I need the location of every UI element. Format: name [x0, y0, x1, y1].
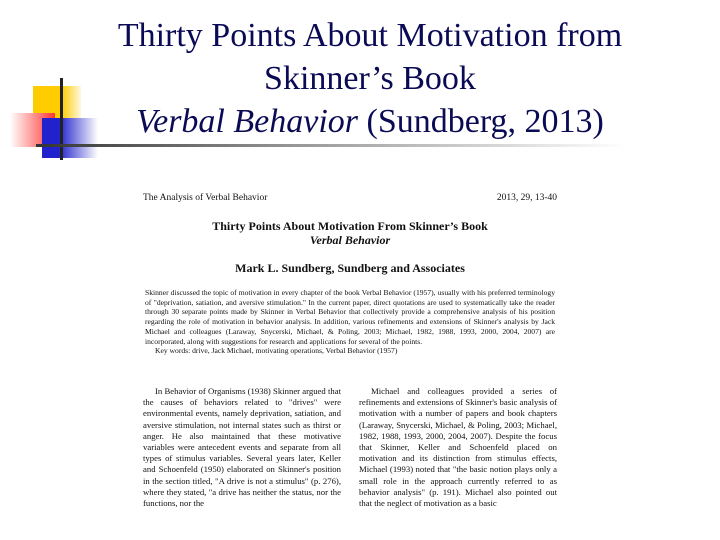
title-line-3: [90, 100, 650, 143]
paper-title: [143, 219, 557, 247]
abstract-text: Skinner discussed the topic of motivation in every chapter of the book Verbal Behavior (1957), usually with his preferred terminology of "deprivation, satiation, and aversive stimulation." In the current paper, direct quotations are used to systematically take the reader through 30 separate points made by Skinner in Verbal Behavior that collectively provide a comprehensive analysis of his position regarding the role of motivation in behavior analysis. In addition, various refinements and extensions of Skinner's analysis by Jack Michael and colleagues (Laraway, Snycerski, Michael, & Poling, 2003; Michael, 1982, 1988, 1993, 2000, 2004, 2007) are incorporated, along with suggestions for research and applications for several of the points.: [145, 288, 555, 346]
journal-name: The Analysis of Verbal Behavior: [143, 193, 268, 203]
vertical-line-decoration: [60, 78, 63, 160]
body-column-right: Michael and colleagues provided a series of refinements and extensions of Skinner's basic analysis of motivation with a number of papers and book chapters (Laraway, Snycerski, Michael, & Poling, 2003; Michael, 1982, 1988, 1993, 2000, 2004, 2007). Despite the focus that Skinner, Keller and Schoenfeld placed on motivation and its distinction from stimulus effects, Michael (1993) noted that "the basic notion plays only a small role in the approach currently referred to as behavior analysis" (p. 191). Michael also pointed out that the neglect of motivation as a basic: [359, 385, 557, 508]
paper-title-text: Thirty Points About Motivation From Skinner’s Book: [212, 219, 488, 233]
paper-header: [143, 193, 557, 203]
body-column-left: In Behavior of Organisms (1938) Skinner argued that the causes of behaviors related to "drives" were environmental events, namely deprivation, satiation, and aversive stimulation, not internal states such as thirst or anger. He also maintained that these motivative variables were antecedent events and separate from all types of stimulus variables. Several years later, Keller and Schoenfeld (1950) elaborated on Skinner's position in the section titled, "A drive is not a stimulus" (p. 276), where they stated, "a drive has neither the status, nor the functions, nor the: [143, 385, 341, 508]
keywords-text: Key words: drive, Jack Michael, motivating operations, Verbal Behavior (1957): [155, 346, 398, 356]
paper-abstract: [143, 288, 557, 356]
title-citation: (Sundberg, 2013): [358, 103, 604, 140]
horizontal-line-decoration: [36, 144, 626, 147]
title-line-2: Skinner’s Book: [264, 60, 476, 97]
paper-image: [143, 193, 557, 509]
paper-author: Mark L. Sundberg, Sundberg and Associates: [235, 261, 465, 275]
title-line-1: Thirty Points About Motivation from: [117, 17, 623, 54]
journal-citation: 2013, 29, 13-40: [496, 193, 557, 203]
slide-title: [90, 14, 650, 143]
paper-title-italic: Verbal Behavior: [309, 233, 391, 247]
title-book-italic: Verbal Behavior: [136, 103, 359, 140]
paper-body-columns: [143, 386, 557, 509]
